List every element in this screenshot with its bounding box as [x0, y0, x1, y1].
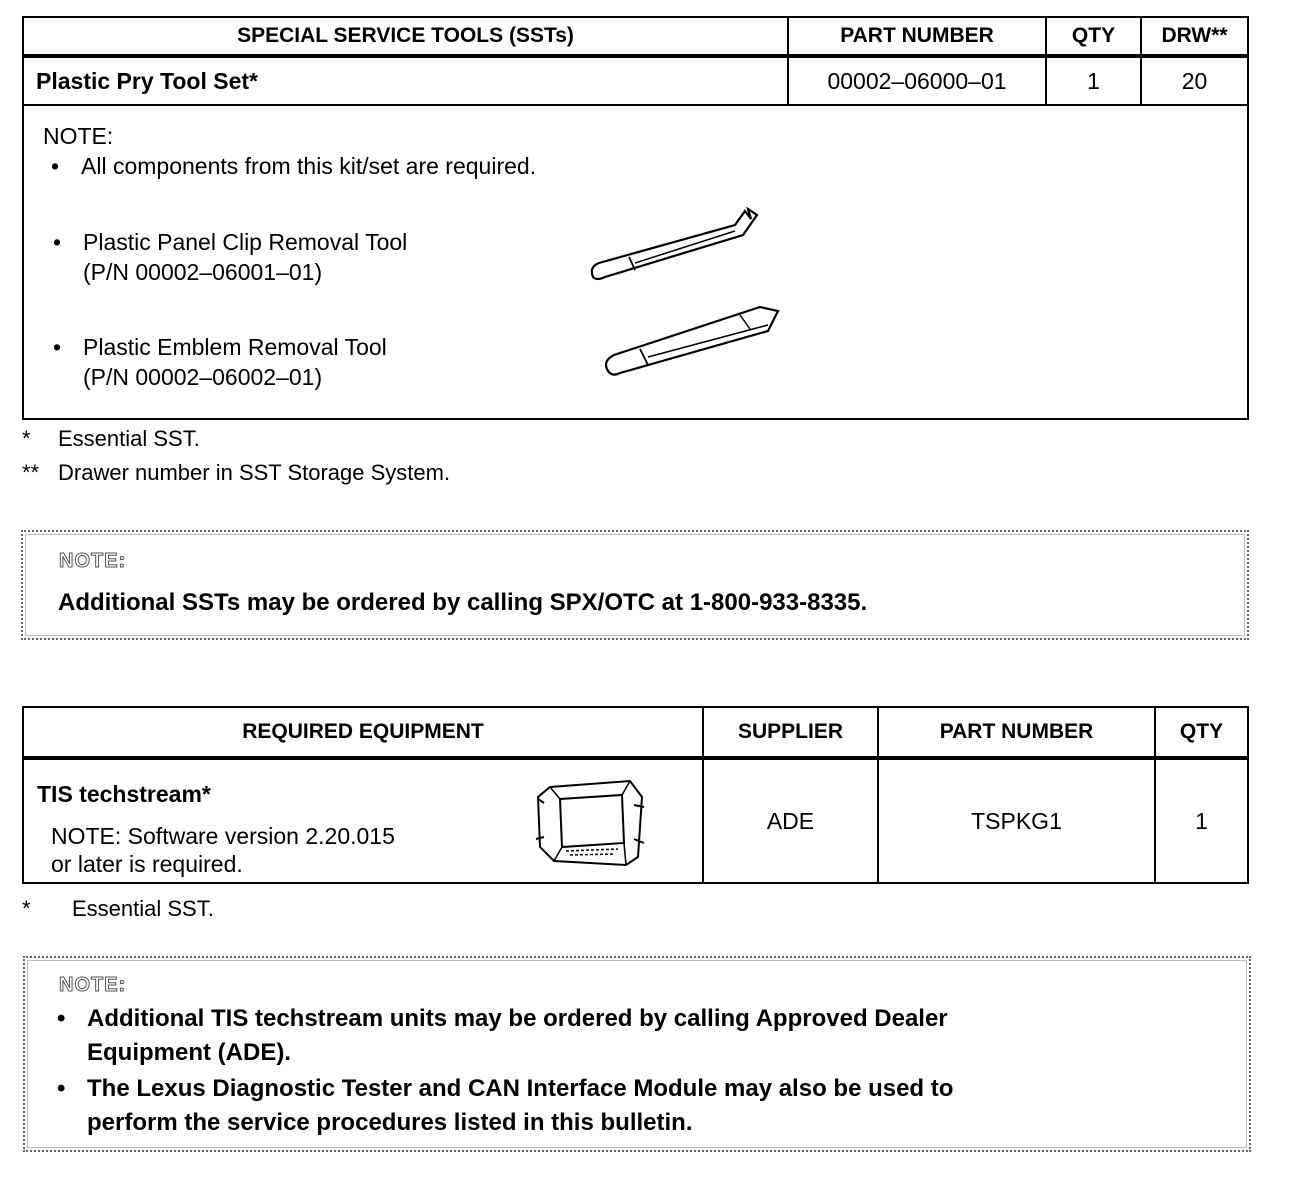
req-note-line-2: or later is required. — [51, 851, 243, 877]
note-box-2-bullet-2-line-1: The Lexus Diagnostic Tester and CAN Interface Module may also be used to — [87, 1075, 954, 1102]
req-footnote-mark: * — [22, 896, 31, 921]
note-box-2-bullet-2: • The Lexus Diagnostic Tester and CAN Interface Module may also be used to perform the service procedures listed in this bulletin. — [57, 1075, 954, 1136]
note-box-2-bullet-1: • Additional TIS techstream units may be ordered by calling Approved Dealer Equipment (ADE). — [57, 1005, 948, 1066]
note-box-2-bullet-2-line-2: perform the service procedures listed in this bulletin. — [87, 1109, 693, 1136]
note-box-1-title: NOTE: — [59, 550, 127, 572]
req-footnote — [22, 896, 214, 922]
required-equipment-table — [22, 706, 1249, 884]
tool-1-name: Plastic Panel Clip Removal Tool — [83, 229, 408, 255]
req-header-equipment: REQUIRED EQUIPMENT — [23, 707, 703, 758]
req-header-part-number: PART NUMBER — [878, 707, 1155, 758]
techstream-device-icon — [530, 777, 650, 869]
note-box-1-text: Additional SSTs may be ordered by calling SPX/OTC at 1-800-933-8335. — [58, 589, 868, 616]
req-header-supplier: SUPPLIER — [703, 707, 878, 758]
note-box-2-title: NOTE: — [59, 974, 127, 996]
sst-tool-name: Plastic Pry Tool Set* — [23, 56, 788, 105]
note-box-2-bullet-1-line-1: Additional TIS techstream units may be ordered by calling Approved Dealer — [87, 1005, 948, 1032]
req-note-line-1: NOTE: Software version 2.20.015 — [51, 823, 395, 849]
req-part-number: TSPKG1 — [878, 758, 1155, 883]
sst-header-drw: DRW** — [1141, 17, 1248, 56]
sst-note-cell — [23, 105, 1248, 419]
req-row — [23, 758, 1248, 883]
sst-part-number: 00002–06000–01 — [788, 56, 1046, 105]
tool-1-part-number: (P/N 00002–06001–01) — [83, 259, 323, 285]
req-header-row — [23, 707, 1248, 758]
req-equipment-name: TIS techstream* — [37, 781, 211, 807]
sst-row — [23, 56, 1248, 105]
sst-table — [22, 16, 1249, 420]
note-box-1 — [21, 530, 1249, 640]
sst-qty: 1 — [1046, 56, 1141, 105]
sst-note-tool-1: • Plastic Panel Clip Removal Tool (P/N 00002–06001–01) — [53, 229, 408, 285]
tool-2-name: Plastic Emblem Removal Tool — [83, 334, 387, 360]
sst-note-bullet-1: • All components from this kit/set are required. — [51, 153, 537, 179]
sst-note-title: NOTE: — [43, 123, 114, 149]
footnote-1-mark: * — [22, 426, 31, 451]
note-box-2-bullet-1-line-2: Equipment (ADE). — [87, 1039, 291, 1066]
note-box-2 — [23, 956, 1251, 1152]
sst-footnote-1 — [22, 426, 200, 452]
sst-footnote-2 — [22, 460, 450, 486]
pry-tool-icon — [585, 207, 785, 297]
sst-note-bullet-1-text: All components from this kit/set are required. — [81, 153, 537, 179]
sst-note-row — [23, 105, 1248, 419]
tool-2-part-number: (P/N 00002–06002–01) — [83, 364, 323, 390]
req-supplier: ADE — [703, 758, 878, 883]
req-equipment-cell — [23, 758, 703, 883]
footnote-2-text: Drawer number in SST Storage System. — [58, 460, 451, 485]
sst-note-tool-2: • Plastic Emblem Removal Tool (P/N 00002–06002–01) — [53, 334, 387, 390]
req-qty: 1 — [1155, 758, 1248, 883]
footnote-1-text: Essential SST. — [58, 426, 200, 451]
sst-header-qty: QTY — [1046, 17, 1141, 56]
sst-header-row — [23, 17, 1248, 56]
footnote-2-mark: ** — [22, 460, 40, 485]
sst-drw: 20 — [1141, 56, 1248, 105]
emblem-tool-icon — [600, 297, 805, 387]
sst-header-part-number: PART NUMBER — [788, 17, 1046, 56]
req-header-qty: QTY — [1155, 707, 1248, 758]
req-footnote-text: Essential SST. — [72, 896, 214, 921]
sst-header-tools: SPECIAL SERVICE TOOLS (SSTs) — [23, 17, 788, 56]
